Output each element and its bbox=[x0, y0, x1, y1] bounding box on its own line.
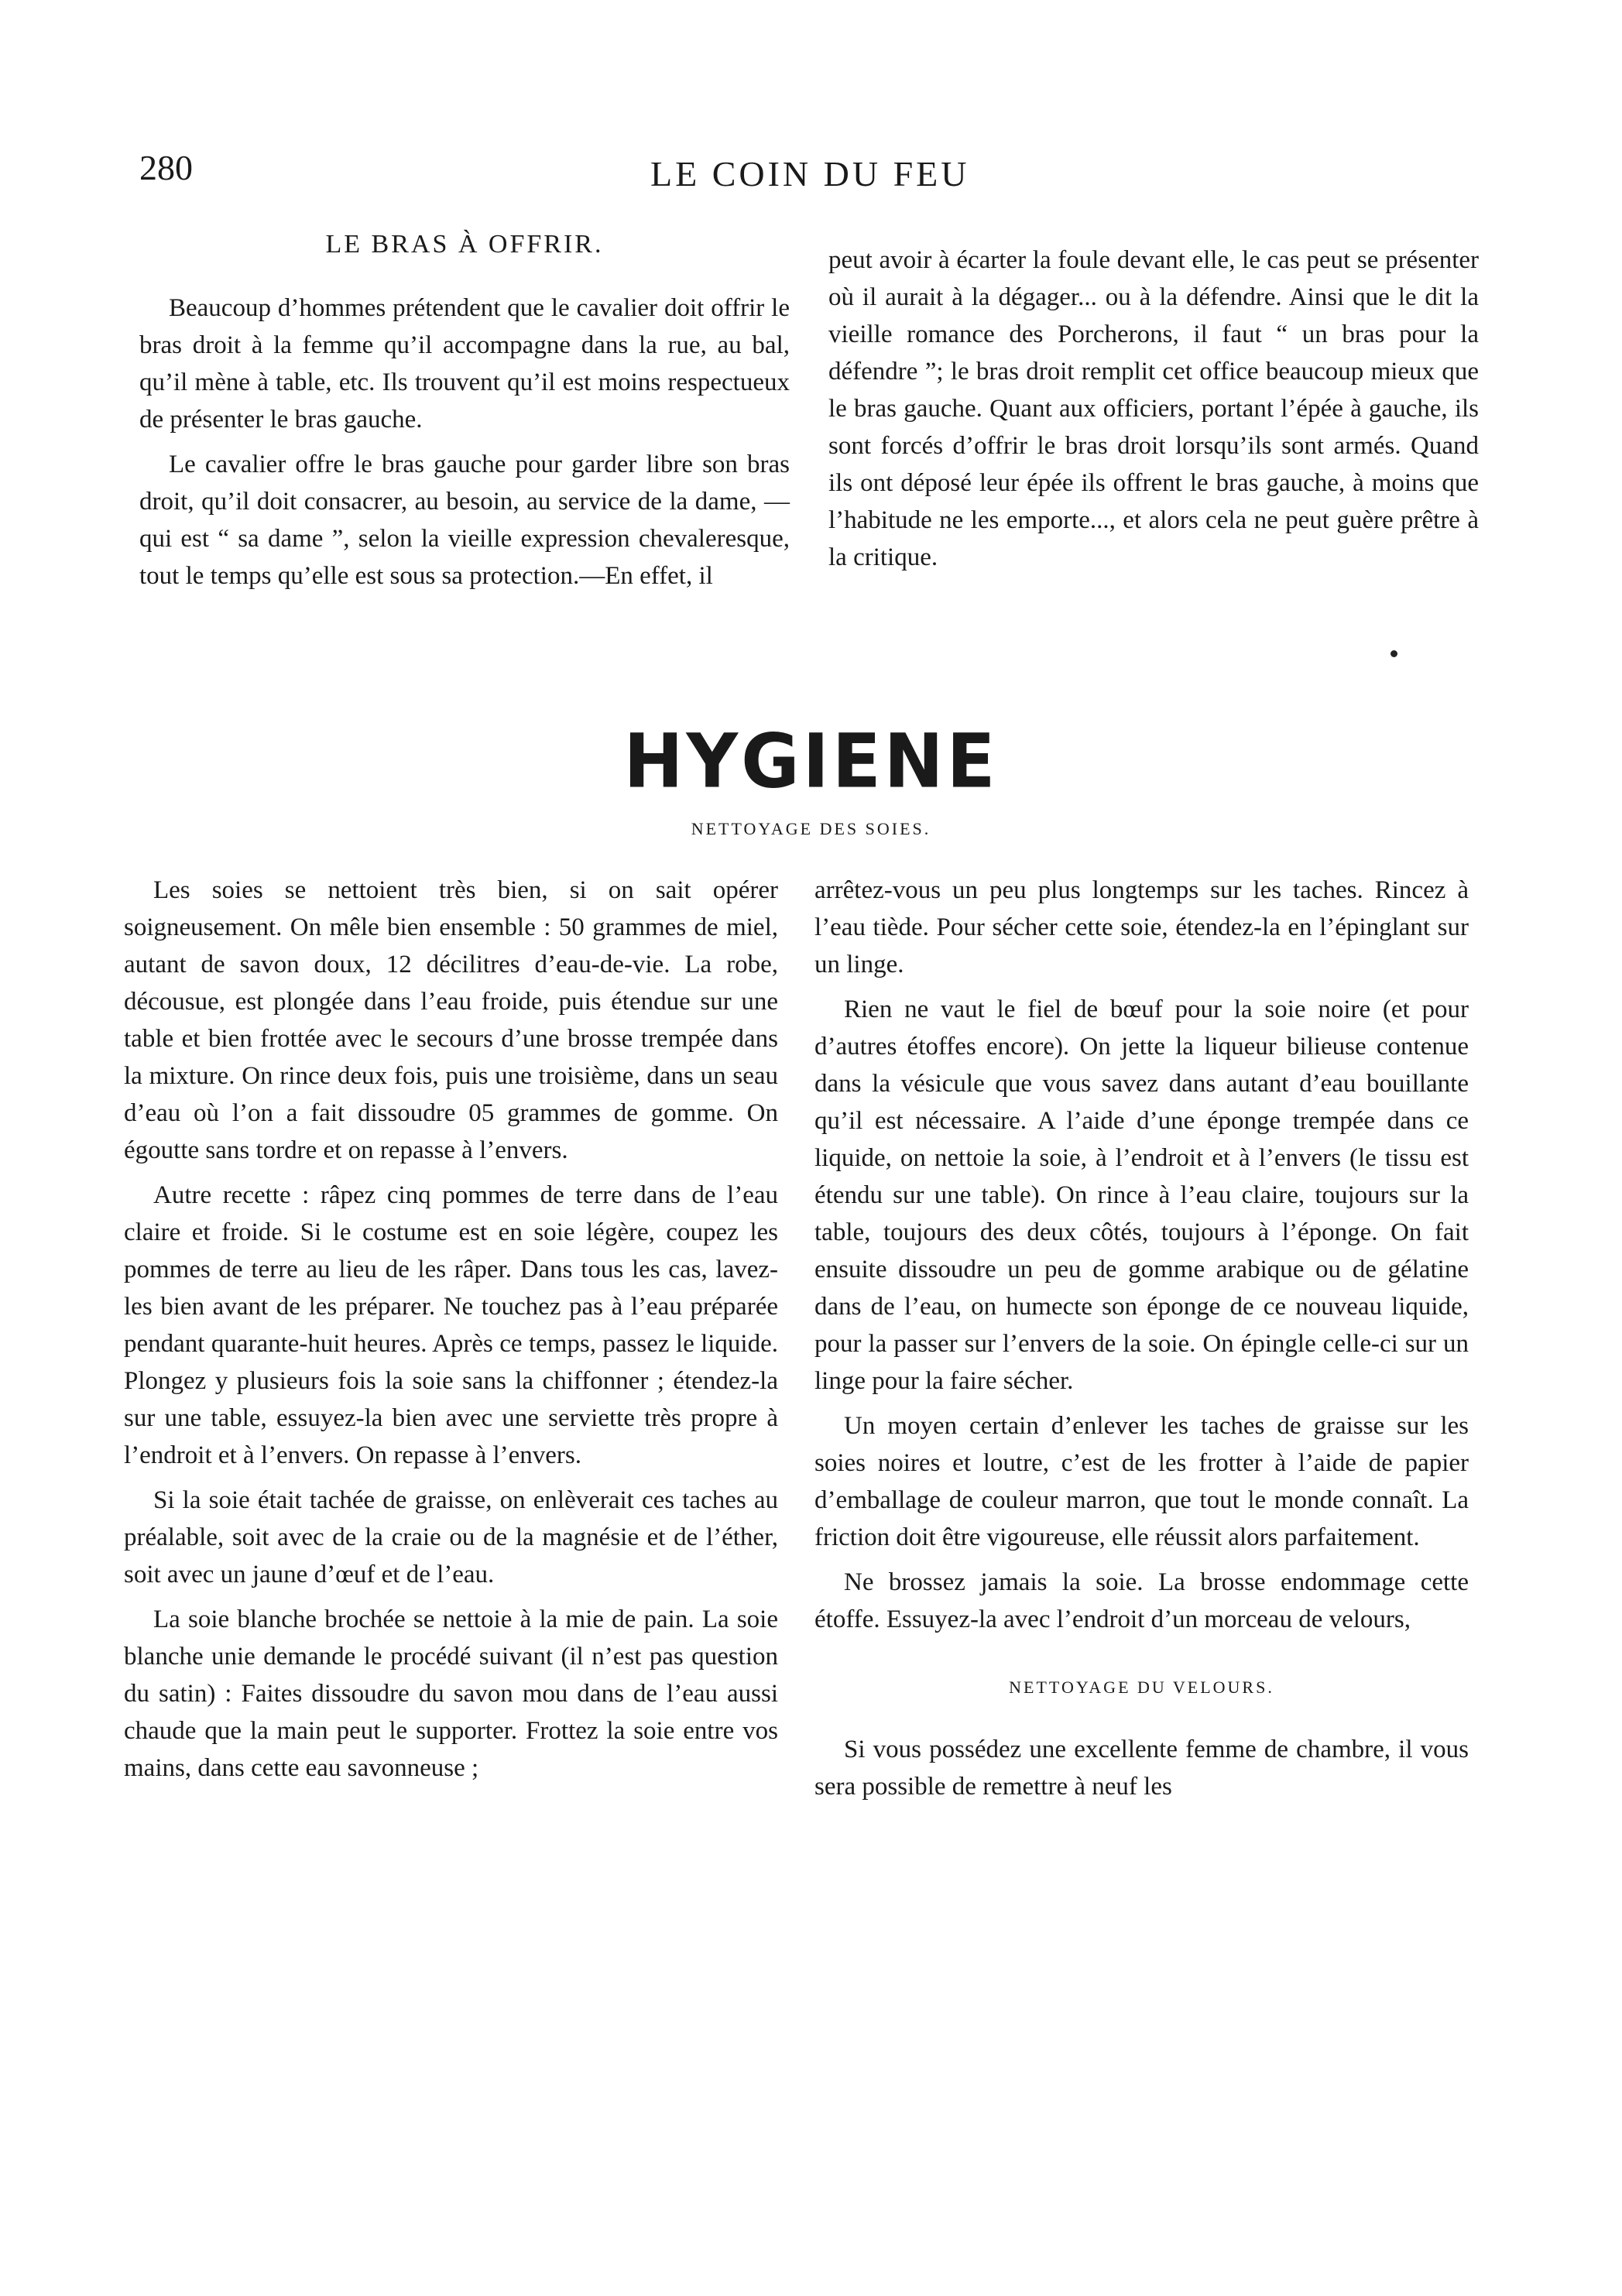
hygiene-paragraph: Un moyen certain d’enlever les taches de graisse sur les soies noires et loutre, c’est de les frotter à l’aide de papier d’emballage de couleur marron, que tout le monde connaît. La friction doit être vigoureuse, elle réussit alors parfaitement. bbox=[814, 1412, 1469, 1551]
hygiene-heading: HYGIENE bbox=[623, 718, 999, 805]
hygiene-paragraph: arrêtez-vous un peu plus longtemps sur les taches. Rincez à l’eau tiède. Pour sécher cette soie, étendez-la en l’épinglant sur un linge. bbox=[814, 876, 1469, 978]
bras-paragraph: peut avoir à écarter la foule devant elle, le cas peut se présenter où il aurait à la dégager... ou à la défendre. Ainsi que le dit la vieille romance des Porcherons, il faut “ un bras pour la défendre ”; le bras droit remplit cet office beaucoup mieux que le bras gauche. Quant aux officiers, portant l’épée à gauche, ils sont forcés d’offrir le bras droit lorsqu’ils sont armés. Quand ils ont déposé leur épée ils offrent le bras gauche, à moins que l’habitude ne les emporte..., et alors cela ne peut guère prêtre à la critique. bbox=[828, 246, 1479, 571]
nettoyage-velours-subtitle: NETTOYAGE DU VELOURS. bbox=[1009, 1677, 1274, 1697]
hygiene-left-column bbox=[124, 872, 778, 1794]
page-number: 280 bbox=[139, 148, 193, 187]
hygiene-paragraph: Si la soie était tachée de graisse, on enlèverait ces taches au préalable, soit avec de la craie ou de la magnésie et de l’éther, soit avec un jaune d’œuf et de l’eau. bbox=[124, 1486, 778, 1588]
hygiene-paragraph: La soie blanche brochée se nettoie à la mie de pain. La soie blanche unie demande le procédé suivant (il n’est pas question du satin) : Faites dissoudre du savon mou dans de l’eau aussi chaude que la main peut le supporter. Frottez la soie entre vos mains, dans cette eau savonneuse ; bbox=[124, 1605, 778, 1782]
hygiene-paragraph: Rien ne vaut le fiel de bœuf pour la soie noire (et pour d’autres étoffes encore). On jette la liqueur bilieuse contenue dans la vésicule que vous savez dans autant d’eau bouillante qu’il est nécessaire. A l’aide d’une éponge trempée dans ce liquide, on nettoie la soie, à l’endroit et à l’envers (le tissu est étendu sur une table). On rince à l’eau claire, toujours sur la table, toujours des deux côtés, toujours à l’éponge. On fait ensuite dissoudre un peu de gomme arabique ou de gélatine dans de l’eau, on humecte son éponge de ce nouveau liquide, pour la passer sur l’envers de la soie. On épingle celle-ci sur un linge pour la faire sécher. bbox=[814, 996, 1469, 1395]
hygiene-paragraph: Autre recette : râpez cinq pommes de terre dans de l’eau claire et froide. Si le costume est en soie légère, coupez les pommes de terre au lieu de les râper. Dans tous les cas, lavez-les bien avant de les préparer. Ne touchez pas à l’eau préparée pendant quarante-huit heures. Après ce temps, passez le liquide. Plongez y plusieurs fois la soie sans la chiffonner ; étendez-la sur une table, essuyez-la bien avec une serviette très propre à l’endroit et à l’envers. On repasse à l’envers. bbox=[124, 1181, 778, 1469]
ink-dot bbox=[1391, 650, 1397, 657]
running-title: LE COIN DU FEU bbox=[650, 154, 970, 194]
hygiene-paragraph: Ne brossez jamais la soie. La brosse endommage cette étoffe. Essuyez-la avec l’endroit d’un morceau de velours, bbox=[814, 1568, 1469, 1633]
bras-paragraph: Le cavalier offre le bras gauche pour garder libre son bras droit, qu’il doit consacrer, au besoin, au service de la dame, — qui est “ sa dame ”, selon la vieille expression chevaleresque, tout le temps qu’elle est sous sa protection.—En effet, il bbox=[139, 451, 790, 590]
hygiene-right-column bbox=[814, 872, 1469, 1813]
bras-right-column bbox=[828, 242, 1479, 584]
bras-left-column bbox=[139, 226, 790, 602]
bras-section-title: LE BRAS À OFFRIR. bbox=[325, 230, 604, 259]
velours-paragraph: Si vous possédez une excellente femme de chambre, il vous sera possible de remettre à neuf les bbox=[814, 1736, 1469, 1801]
hygiene-paragraph: Les soies se nettoient très bien, si on sait opérer soigneusement. On mêle bien ensemble : 50 grammes de miel, autant de savon doux, 12 décilitres d’eau-de-vie. La robe, décousue, est plongée dans l’eau froide, puis étendue sur une table et bien frottée avec le secours d’une brosse trempée dans la mixture. On rince deux fois, puis une troisième, dans un seau d’eau où l’on a fait dissoudre 05 grammes de gomme. On égoutte sans tordre et on repasse à l’envers. bbox=[124, 876, 778, 1164]
nettoyage-soies-subtitle: NETTOYAGE DES SOIES. bbox=[691, 819, 931, 838]
bras-paragraph: Beaucoup d’hommes prétendent que le cavalier doit offrir le bras droit à la femme qu’il accompagne dans la rue, au bal, qu’il mène à table, etc. Ils trouvent qu’il est moins respectueux de présenter le bras gauche. bbox=[139, 294, 790, 433]
